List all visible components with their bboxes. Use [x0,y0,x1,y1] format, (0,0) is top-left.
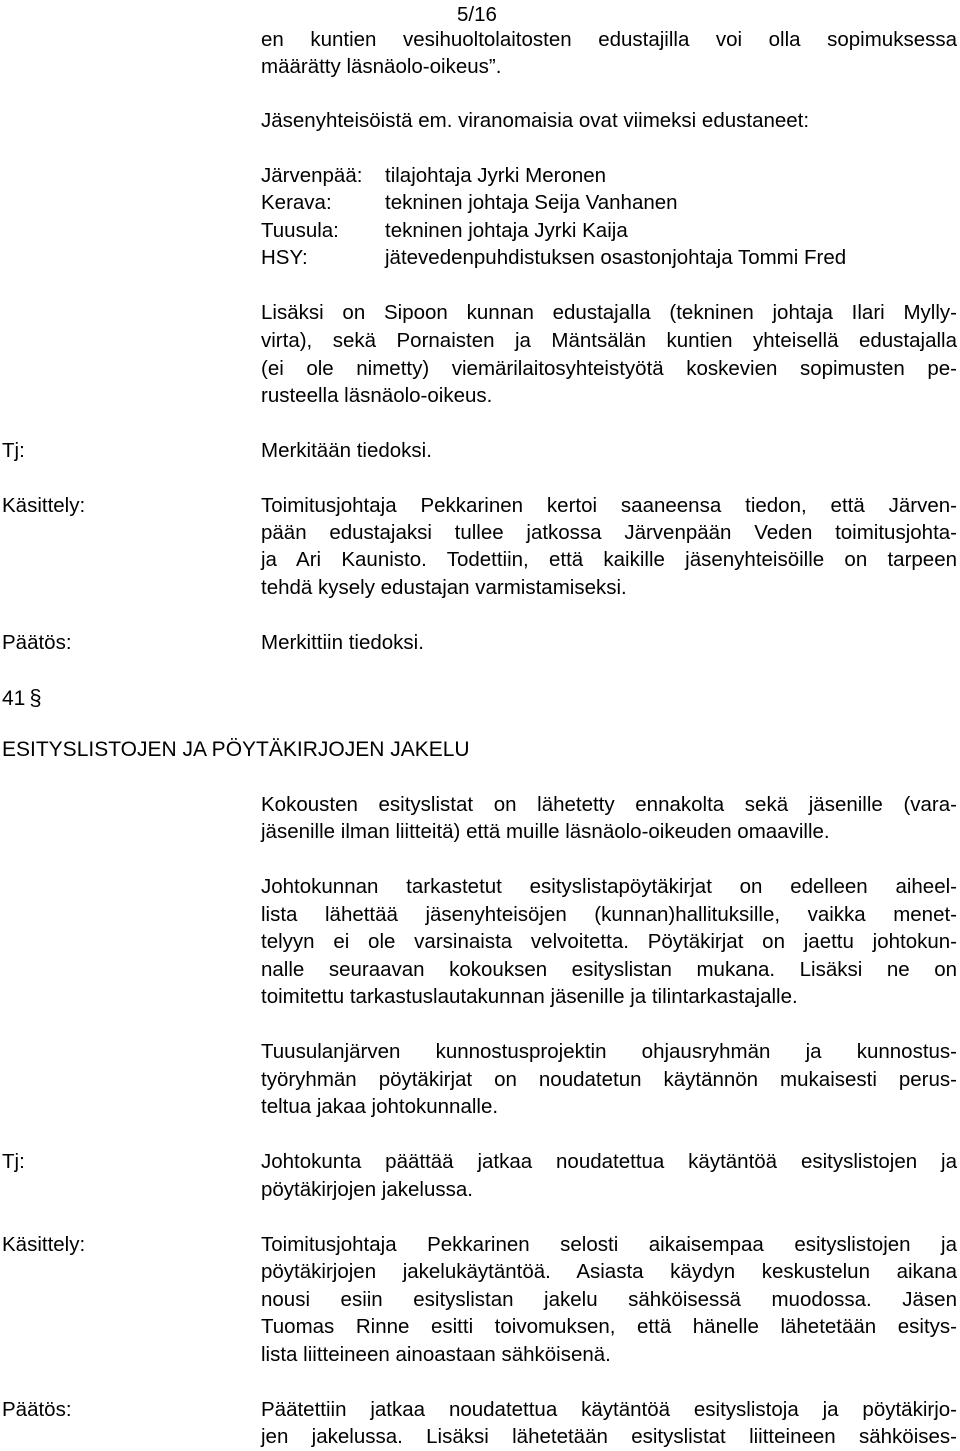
item40-kasittely-line-2: pään edustajaksi tullee jatkossa Järvenpään Veden toimitusjohta- [261,521,957,544]
item41-kasittely-label: Käsittely: [2,1233,86,1256]
item41-tj-label: Tj: [2,1150,25,1173]
additional-line-1: Lisäksi on Sipoon kunnan edustajalla (tekninen johtaja Ilari Mylly- [261,301,957,324]
rep-person-3: tekninen johtaja Jyrki Kaija [385,219,628,242]
item41-para2-line-2: lista lähettää jäsenyhteisöjen (kunnan)hallituksille, vaikka menet- [261,903,957,926]
item41-para2-line-5: toimitettu tarkastuslautakunnan jäsenille ja tilintarkastajalle. [261,985,798,1008]
additional-line-3: (ei ole nimetty) viemärilaitosyhteistyötä koskevien sopimusten pe- [261,357,957,380]
item41-kasittely-line-1: Toimitusjohtaja Pekkarinen selosti aikaisempaa esityslistojen ja [261,1233,957,1256]
item40-tj-text: Merkitään tiedoksi. [261,439,432,462]
item41-para3-line-1: Tuusulanjärven kunnostusprojektin ohjausryhmän ja kunnostus- [261,1040,957,1063]
item40-tj-label: Tj: [2,439,25,462]
rep-place-2: Kerava: [261,191,332,214]
item41-tj-line-2: pöytäkirjojen jakelussa. [261,1178,473,1201]
item41-paatos-line-2: jen jakelussa. Lisäksi lähetetään esityslistat liitteineen sähköises- [261,1425,957,1448]
item40-paatos-text: Merkittiin tiedoksi. [261,631,424,654]
representatives-intro: Jäsenyhteisöistä em. viranomaisia ovat viimeksi edustaneet: [261,109,810,132]
item41-para2-line-1: Johtokunnan tarkastetut esityslistapöytäkirjat on edelleen aiheel- [261,875,957,898]
top-paragraph-line-2: määrätty läsnäolo-oikeus”. [261,55,502,78]
item41-para2-line-4: nalle seuraavan kokouksen esityslistan mukana. Lisäksi ne on [261,958,957,981]
item40-kasittely-line-3: ja Ari Kaunisto. Todettiin, että kaikille jäsenyhteisöille on tarpeen [261,548,957,571]
additional-line-2: virta), sekä Pornaisten ja Mäntsälän kuntien yhteisellä edustajalla [261,329,957,352]
rep-person-1: tilajohtaja Jyrki Meronen [385,164,607,187]
top-paragraph-line-1: en kuntien vesihuoltolaitosten edustajilla voi olla sopimuksessa [261,28,957,51]
item40-kasittely-line-1: Toimitusjohtaja Pekkarinen kertoi saaneensa tiedon, että Järven- [261,494,957,517]
item41-number: 41 [2,687,26,710]
section-sign: § [29,685,42,710]
item41-kasittely-line-4: Tuomas Rinne esitti toivomuksen, että hänelle lähetetään esitys- [261,1315,957,1338]
item41-kasittely-line-3: nousi esiin esityslistan jakelu sähköisessä muodossa. Jäsen [261,1288,957,1311]
item41-number-heading [2,684,42,713]
item41-kasittely-line-2: pöytäkirjojen jakelukäytäntöä. Asiasta käydyn keskustelun aikana [261,1260,957,1283]
item41-paatos-label: Päätös: [2,1398,72,1421]
rep-place-4: HSY: [261,246,308,269]
page-number: 5/16 [457,3,497,26]
item41-para2-line-3: telyyn ei ole varsinaista velvoitetta. Pöytäkirjat on jaettu johtokun- [261,930,957,953]
rep-person-4: jätevedenpuhdistuksen osastonjohtaja Tommi Fred [385,246,847,269]
rep-place-3: Tuusula: [261,219,339,242]
item41-para3-line-3: teltua jakaa johtokunnalle. [261,1095,499,1118]
item40-paatos-label: Päätös: [2,631,72,654]
rep-person-2: tekninen johtaja Seija Vanhanen [385,191,678,214]
item41-para1-line-2: jäsenille ilman liitteitä) että muille läsnäolo-oikeuden omaaville. [261,820,830,843]
item41-title: ESITYSLISTOJEN JA PÖYTÄKIRJOJEN JAKELU [2,738,470,761]
item40-kasittely-line-4: tehdä kysely edustajan varmistamiseksi. [261,576,627,599]
item41-para1-line-1: Kokousten esityslistat on lähetetty ennakolta sekä jäsenille (vara- [261,793,957,816]
additional-line-4: rusteella läsnäolo-oikeus. [261,384,493,407]
item41-para3-line-2: työryhmän pöytäkirjat on noudatetun käytännön mukaisesti perus- [261,1068,957,1091]
item40-kasittely-label: Käsittely: [2,494,86,517]
item41-paatos-line-1: Päätettiin jatkaa noudatettua käytäntöä esityslistoja ja pöytäkirjo- [261,1398,957,1421]
rep-place-1: Järvenpää: [261,164,363,187]
item41-kasittely-line-5: lista liitteineen ainoastaan sähköisenä. [261,1343,611,1366]
item41-tj-line-1: Johtokunta päättää jatkaa noudatettua käytäntöä esityslistojen ja [261,1150,957,1173]
